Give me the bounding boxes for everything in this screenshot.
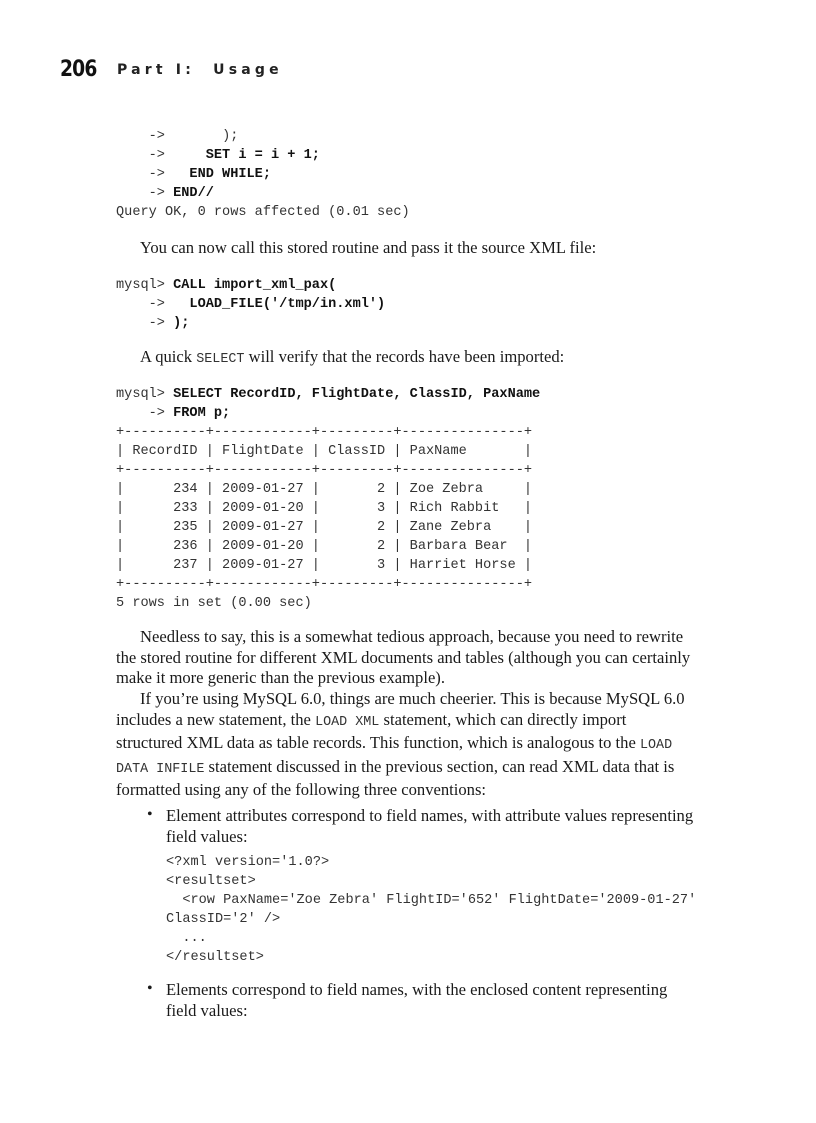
table-border: +----------+------------+---------+---------------+ <box>116 425 533 440</box>
text-line: the stored routine for different XML documents and tables (although you can certainly <box>116 647 691 667</box>
code-line: </resultset> <box>166 950 264 965</box>
body-paragraph-tedious <box>116 627 716 689</box>
call-intro-paragraph: You can now call this stored routine and pass it the source XML file: <box>140 238 597 257</box>
code-block-call: mysql> CALL import_xml_pax( -> LOAD_FILE('/tmp/in.xml') -> ); <box>116 278 386 331</box>
bullet-item-attributes: Element attributes correspond to field names, with attribute values representing field values: <box>166 806 694 846</box>
code-keyword: ); <box>173 316 190 331</box>
inline-code: LOAD <box>639 738 673 754</box>
code-line: -> END// <box>116 186 214 201</box>
code-block-while-end <box>116 127 410 222</box>
table-border: +----------+------------+---------+---------------+ <box>116 577 533 592</box>
code-line: <row PaxName='Zoe Zebra' FlightID='652' FlightDate='2009-01-27' <box>166 893 697 908</box>
bullet-icon: • <box>147 980 153 997</box>
table-header-row: | RecordID | FlightDate | ClassID | PaxName | <box>116 444 533 459</box>
text-line: If you’re using MySQL 6.0, things are much cheerier. This is because MySQL 6.0 <box>140 689 685 708</box>
code-line: <?xml version='1.0?> <box>166 855 330 870</box>
select-intro-paragraph: A quick SELECT will verify that the records have been imported: <box>140 347 565 367</box>
code-keyword: SET i = i + 1; <box>205 148 320 163</box>
body-paragraph-mysql6: If you’re using MySQL 6.0, things are much cheerier. This is because MySQL 6.0 includes a new statement, the LOAD XML statement, which can directly import structured XML data as table records. This function, which is analogous to the LOAD DATA INFILE statement discussed in the previous section, can read XML data that is formatted using any of the following three conventions: <box>116 689 685 800</box>
code-line: ... <box>166 931 207 946</box>
table-row: | 234 | 2009-01-27 | 2 | Zoe Zebra | <box>116 482 533 497</box>
text-line: make it more generic than the previous example). <box>116 668 445 688</box>
table-row: | 237 | 2009-01-27 | 3 | Harriet Horse | <box>116 558 533 573</box>
inline-code: LOAD XML <box>315 714 380 730</box>
code-line: ClassID='2' /> <box>166 912 281 927</box>
code-line: <resultset> <box>166 874 256 889</box>
bullet-item-elements: Elements correspond to field names, with the enclosed content representing field values: <box>166 980 668 1020</box>
query-result: 5 rows in set (0.00 sec) <box>116 596 312 611</box>
code-line: -> ); <box>116 129 239 144</box>
code-line: -> SET i = i + 1; <box>116 148 320 163</box>
inline-code: SELECT <box>196 352 245 367</box>
text-line: Needless to say, this is a somewhat tedious approach, because you need to rewrite <box>140 627 684 646</box>
bullet-icon: • <box>147 806 153 823</box>
text-line: formatted using any of the following three conventions: <box>116 780 487 800</box>
code-keyword: FROM p; <box>173 406 231 421</box>
table-row: | 236 | 2009-01-20 | 2 | Barbara Bear | <box>116 539 533 554</box>
code-block-xml <box>166 853 696 967</box>
table-row: | 235 | 2009-01-27 | 2 | Zane Zebra | <box>116 520 533 535</box>
query-result: Query OK, 0 rows affected (0.01 sec) <box>116 205 410 220</box>
code-keyword: LOAD_FILE('/tmp/in.xml') <box>189 297 386 312</box>
inline-code: DATA INFILE <box>116 761 205 777</box>
table-border: +----------+------------+---------+---------------+ <box>116 463 533 478</box>
table-row: | 233 | 2009-01-20 | 3 | Rich Rabbit | <box>116 501 533 516</box>
code-keyword: END WHILE; <box>189 167 271 182</box>
code-line: -> END WHILE; <box>116 167 271 182</box>
running-head: Part I: Usage <box>117 62 283 78</box>
code-block-select: mysql> SELECT RecordID, FlightDate, ClassID, PaxName -> FROM p; +----------+------------+---------+---------------+ | RecordID | FlightDate | ClassID | PaxName | +----------+------------+---------+---------------+ | 234 | 2009-01-27 | 2 | Zoe Zebra | | 233 | 2009-01-20 | 3 | Rich Rabbit | | 235 | 2009-01-27 | 2 | Zane Zebra | | 236 | 2009-01-20 | 2 | Barbara Bear | | 237 | 2009-01-27 | 3 | Harriet Horse | +----------+------------+---------+---------------+ 5 rows in set (0.00 sec) <box>116 387 541 611</box>
code-keyword: END// <box>173 186 214 201</box>
page-number: 206 <box>60 57 97 82</box>
code-keyword: CALL import_xml_pax( <box>173 278 337 293</box>
code-keyword: SELECT RecordID, FlightDate, ClassID, PaxName <box>173 387 541 402</box>
